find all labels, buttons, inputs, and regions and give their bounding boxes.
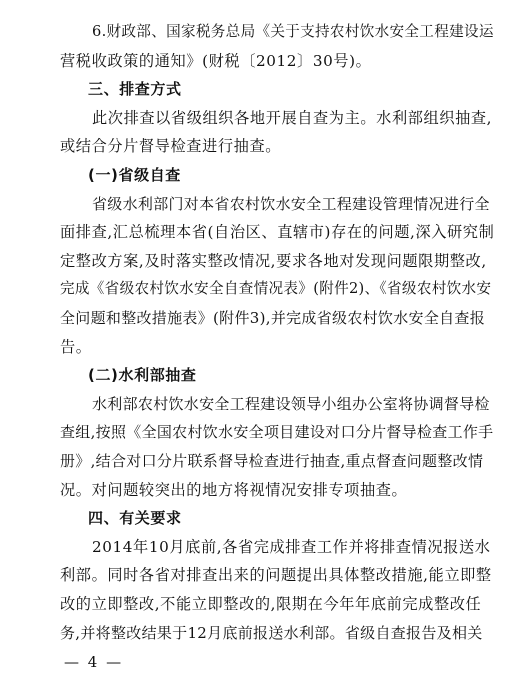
body-text-line: 查组,按照《全国农村饮水安全项目建设对口分片督导检查工作手 bbox=[60, 423, 494, 442]
body-text-line: 务,并将整改结果于12月底前报送水利部。省级自查报告及相关 bbox=[60, 623, 483, 642]
section-heading: (二)水利部抽查 bbox=[88, 366, 197, 385]
body-text-line: 水利部农村饮水安全工程建设领导小组办公室将协调督导检 bbox=[92, 394, 490, 413]
section-heading: (一)省级自查 bbox=[88, 166, 181, 184]
body-text-line: 此次排查以省级组织各地开展自查为主。水利部组织抽查, bbox=[92, 108, 493, 127]
section-heading: 四、有关要求 bbox=[88, 509, 182, 528]
body-text-line: 或结合分片督导检查进行抽查。 bbox=[60, 137, 282, 156]
body-text-line: 册》,结合对口分片联系督导检查进行抽查,重点督查问题整改情 bbox=[60, 452, 484, 470]
body-text-line: 定整改方案,及时落实整改情况,要求各地对发现问题限期整改, bbox=[60, 251, 487, 270]
body-text-line: 告。 bbox=[60, 337, 92, 356]
body-text-line: 面排查,汇总梳理本省(自治区、直辖市)存在的问题,深入研究制 bbox=[60, 223, 495, 242]
body-text-line: 改的立即整改,不能立即整改的,限期在今年年底前完成整改任 bbox=[60, 595, 482, 613]
body-text-line: 省级水利部门对本省农村饮水安全工程建设管理情况进行全 bbox=[92, 194, 490, 213]
body-text-line: 6.财政部、国家税务总局《关于支持农村饮水安全工程建设运 bbox=[92, 23, 494, 40]
body-text-line: 2014年10月底前,各省完成排查工作并将排查情况报送水 bbox=[92, 537, 491, 556]
body-text-line: 全问题和整改措施表》(附件3),并完成省级农村饮水安全自查报 bbox=[60, 309, 486, 327]
body-text-line: 营税收政策的通知》(财税〔2012〕30号)。 bbox=[60, 51, 372, 70]
body-text-line: 况。对问题较突出的地方将视情况安排专项抽查。 bbox=[60, 480, 408, 499]
page-number: — 4 — bbox=[64, 653, 124, 671]
body-text-line: 完成《省级农村饮水安全自查情况表》(附件2)、《省级农村饮水安 bbox=[60, 280, 492, 298]
body-text-line: 利部。同时各省对排查出来的问题提出具体整改措施,能立即整 bbox=[60, 566, 492, 585]
section-heading: 三、排查方式 bbox=[88, 80, 182, 99]
